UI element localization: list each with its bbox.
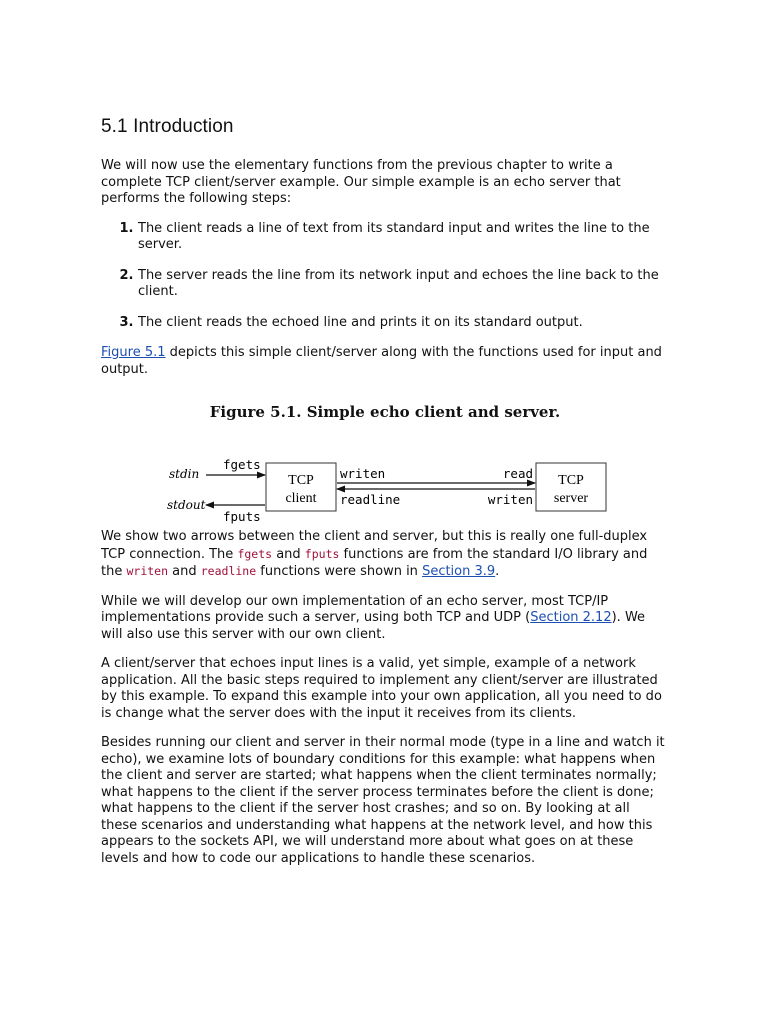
content <box>101 116 669 880</box>
echo-server-paragraph <box>101 594 669 644</box>
stdout-label: stdout <box>167 498 206 512</box>
boundary-conditions-paragraph: Besides running our client and server in their normal mode (type in a line and watch it echo), we examine lots of boundary conditions for this example: what happens when the client and server are started; what happens when the client terminates normally; what happens to the client if the server process terminates before the client is done; what happens to the client if the server host crashes; and so on. By looking at all these scenarios and understanding what happens at the network level, and how this appears to the sockets API, we will understand more about what goes on at these levels and how to code our applications to handle these scenarios. <box>101 735 665 866</box>
section-title: 5.1 Introduction <box>101 116 234 137</box>
fgets-label: fgets <box>223 457 261 472</box>
code-fgets: fgets <box>237 546 273 561</box>
server-label-tcp: TCP <box>558 473 584 488</box>
text-run: ). We will also use this server with our own client. <box>101 610 646 642</box>
code-fputs: fputs <box>304 546 340 561</box>
fputs-label: fputs <box>223 509 261 524</box>
writen-left-label: writen <box>340 466 386 481</box>
figure-caption: Figure 5.1. Simple echo client and server. <box>209 403 561 421</box>
readline-label: readline <box>340 492 401 507</box>
stdin-label: stdin <box>169 467 200 481</box>
list-item: 2. The server reads the line from its network input and echoes the line back to the client. <box>138 268 669 301</box>
section-3-9-link[interactable]: Section 3.9 <box>422 564 496 579</box>
text-run: functions were shown in <box>256 564 423 579</box>
figure-reference-paragraph <box>101 345 669 378</box>
code-readline: readline <box>200 564 257 578</box>
client-label-tcp: TCP <box>288 473 314 488</box>
steps-list <box>101 221 669 332</box>
figure-5-1-link[interactable]: Figure 5.1 <box>101 345 166 360</box>
text-run: We show two arrows between the client and server, but this is really one full-duplex TCP connection. The <box>101 529 648 562</box>
echo-diagram <box>101 443 669 529</box>
section-2-12-link[interactable]: Section 2.12 <box>530 610 612 625</box>
server-label-server: server <box>553 491 589 506</box>
text-run: and <box>272 546 305 562</box>
list-item: 1. The client reads a line of text from its standard input and writes the line to the server. <box>138 221 669 254</box>
read-label: read <box>502 466 533 481</box>
intro-paragraph: We will now use the elementary functions from the previous chapter to write a complete TCP client/server example. Our simple example is an echo server that performs the following steps: <box>101 158 621 206</box>
list-item: 3. The client reads the echoed line and prints it on its standard output. <box>138 315 669 332</box>
text-run: and <box>168 564 201 579</box>
client-label-client: client <box>285 491 317 506</box>
client-server-paragraph: A client/server that echoes input lines is a valid, yet simple, example of a network application. All the basic steps required to implement any client/server are illustrated by this example. To expand this example into your own application, all you need to do is change what the server does with the input it receives from its clients. <box>101 656 662 721</box>
full-duplex-paragraph <box>101 529 669 581</box>
figref-text: depicts this simple client/server along with the functions used for input and output. <box>101 345 662 377</box>
text-run: While we will develop our own implementation of an echo server, most TCP/IP implementations provide such a server, using both TCP and UDP ( <box>101 593 609 625</box>
echo-diagram-svg <box>101 443 669 529</box>
code-writen: writen <box>126 564 169 578</box>
text-run: functions are from the standard I/O library and the <box>101 546 648 579</box>
writen-right-label: writen <box>487 492 533 507</box>
text-run: . <box>495 564 500 579</box>
